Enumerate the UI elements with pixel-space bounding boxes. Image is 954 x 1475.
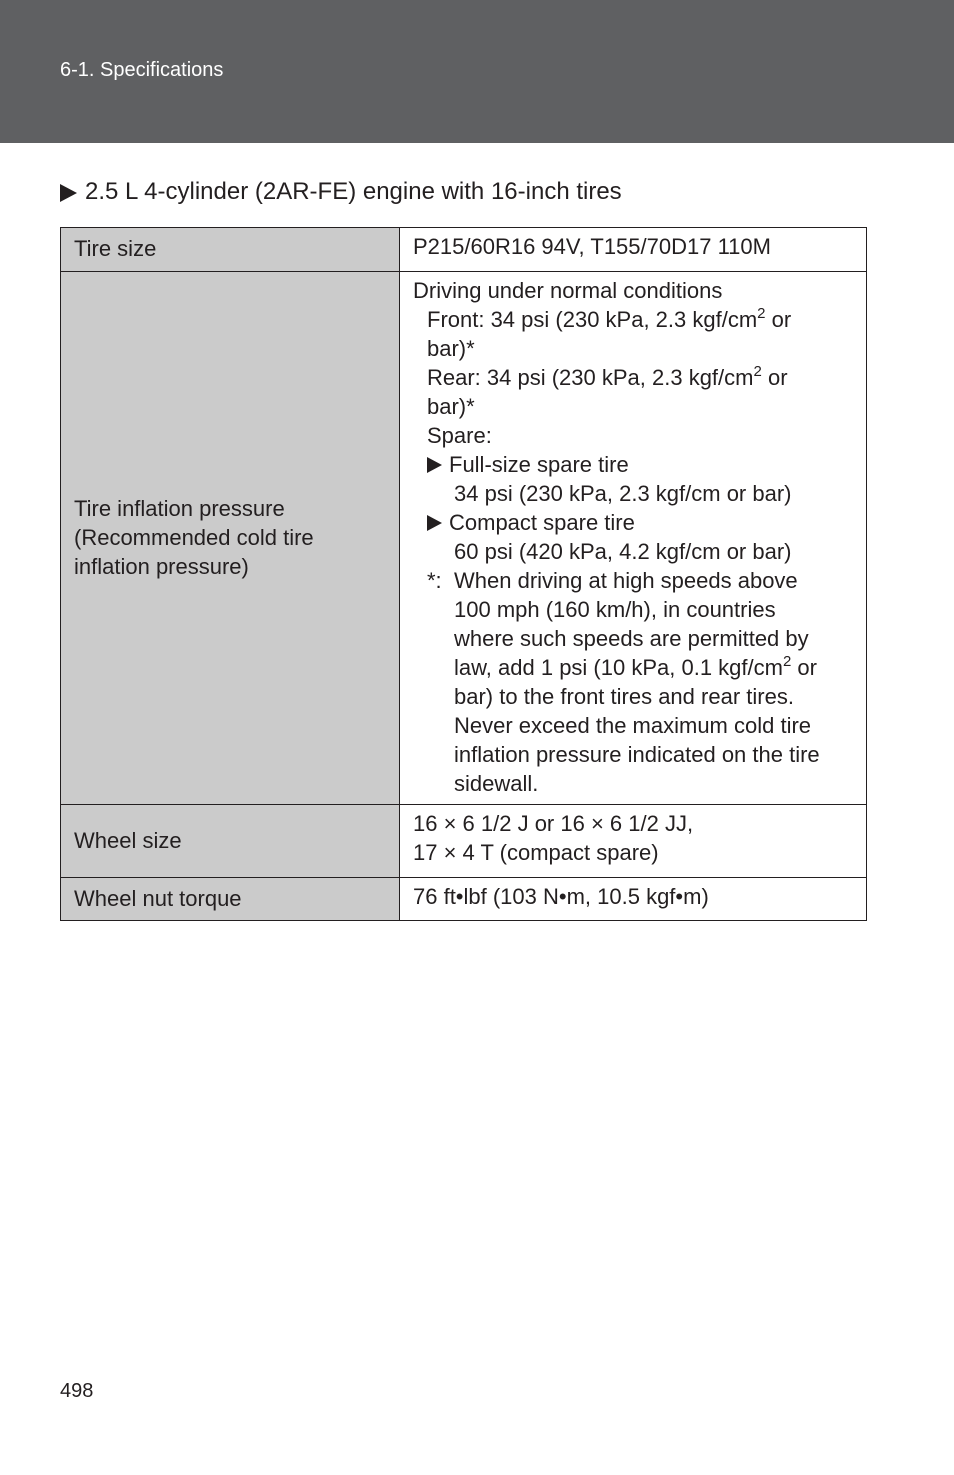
spec-heading-text: 2.5 L 4-cylinder (2AR-FE) engine with 16-inch tires — [85, 178, 622, 205]
note-mark: *: — [427, 568, 442, 593]
table-row-wheel-size — [61, 805, 867, 878]
spec-heading — [60, 177, 622, 207]
front-pressure-cont: bar)* — [427, 336, 475, 361]
nut-torque-label: Wheel nut torque — [61, 878, 400, 921]
triangle-bullet-icon — [427, 457, 442, 473]
fullsize-spare-title: Full-size spare tire — [449, 452, 629, 477]
table-row-tire-pressure — [61, 272, 867, 805]
high-speed-note — [413, 566, 854, 798]
wheel-size-label: Wheel size — [61, 805, 400, 878]
page-number: 498 — [60, 1380, 94, 1402]
tire-pressure-value — [400, 272, 867, 805]
compact-spare-value: 60 psi (420 kPa, 4.2 kgf/cm or bar) — [454, 539, 792, 564]
page-header — [0, 0, 954, 143]
triangle-bullet-icon — [60, 184, 77, 202]
table-row-nut-torque — [61, 878, 867, 921]
triangle-bullet-icon — [427, 515, 442, 531]
compact-spare-title: Compact spare tire — [449, 510, 635, 535]
nut-torque-value: 76 ft•lbf (103 N•m, 10.5 kgf•m) — [400, 878, 867, 921]
spec-table — [60, 227, 867, 921]
tire-size-value: P215/60R16 94V, T155/70D17 110M — [400, 228, 867, 272]
rear-pressure-cont: bar)* — [427, 394, 475, 419]
note-text: When driving at high speeds above 100 mph (160 km/h), in countries where such speeds are permitted by law, add 1 psi (10 kPa, 0.1 kgf/$cm^2$ or bar) to the front tires and rear tires. Never exceed the maximum cold tire inflation pressure indicated on the tire sidewall. — [454, 568, 820, 796]
wheel-size-value — [400, 805, 867, 878]
normal-conditions-text: Driving under normal conditions — [413, 278, 723, 303]
fullsize-spare-value: 34 psi (230 kPa, 2.3 kgf/cm or bar) — [454, 481, 792, 506]
compact-spare-item — [413, 508, 854, 537]
front-pressure: Front: 34 psi (230 kPa, 2.3 kgf/$cm^2$ or — [427, 305, 792, 332]
tire-size-label: Tire size — [61, 228, 400, 272]
tire-pressure-label: Tire inflation pressure (Recommended cold tire inflation pressure) — [61, 272, 400, 805]
section-title: 6-1. Specifications — [60, 59, 224, 81]
wheel-size-line: 16 × 6 1/2 J or 16 × 6 1/2 JJ, — [413, 811, 694, 836]
table-row-tire-size — [61, 228, 867, 272]
rear-pressure: Rear: 34 psi (230 kPa, 2.3 kgf/$cm^2$ or — [427, 363, 788, 390]
fullsize-spare-item — [413, 450, 854, 479]
wheel-size-line: 17 × 4 T (compact spare) — [413, 840, 659, 865]
spare-label: Spare: — [427, 423, 492, 448]
